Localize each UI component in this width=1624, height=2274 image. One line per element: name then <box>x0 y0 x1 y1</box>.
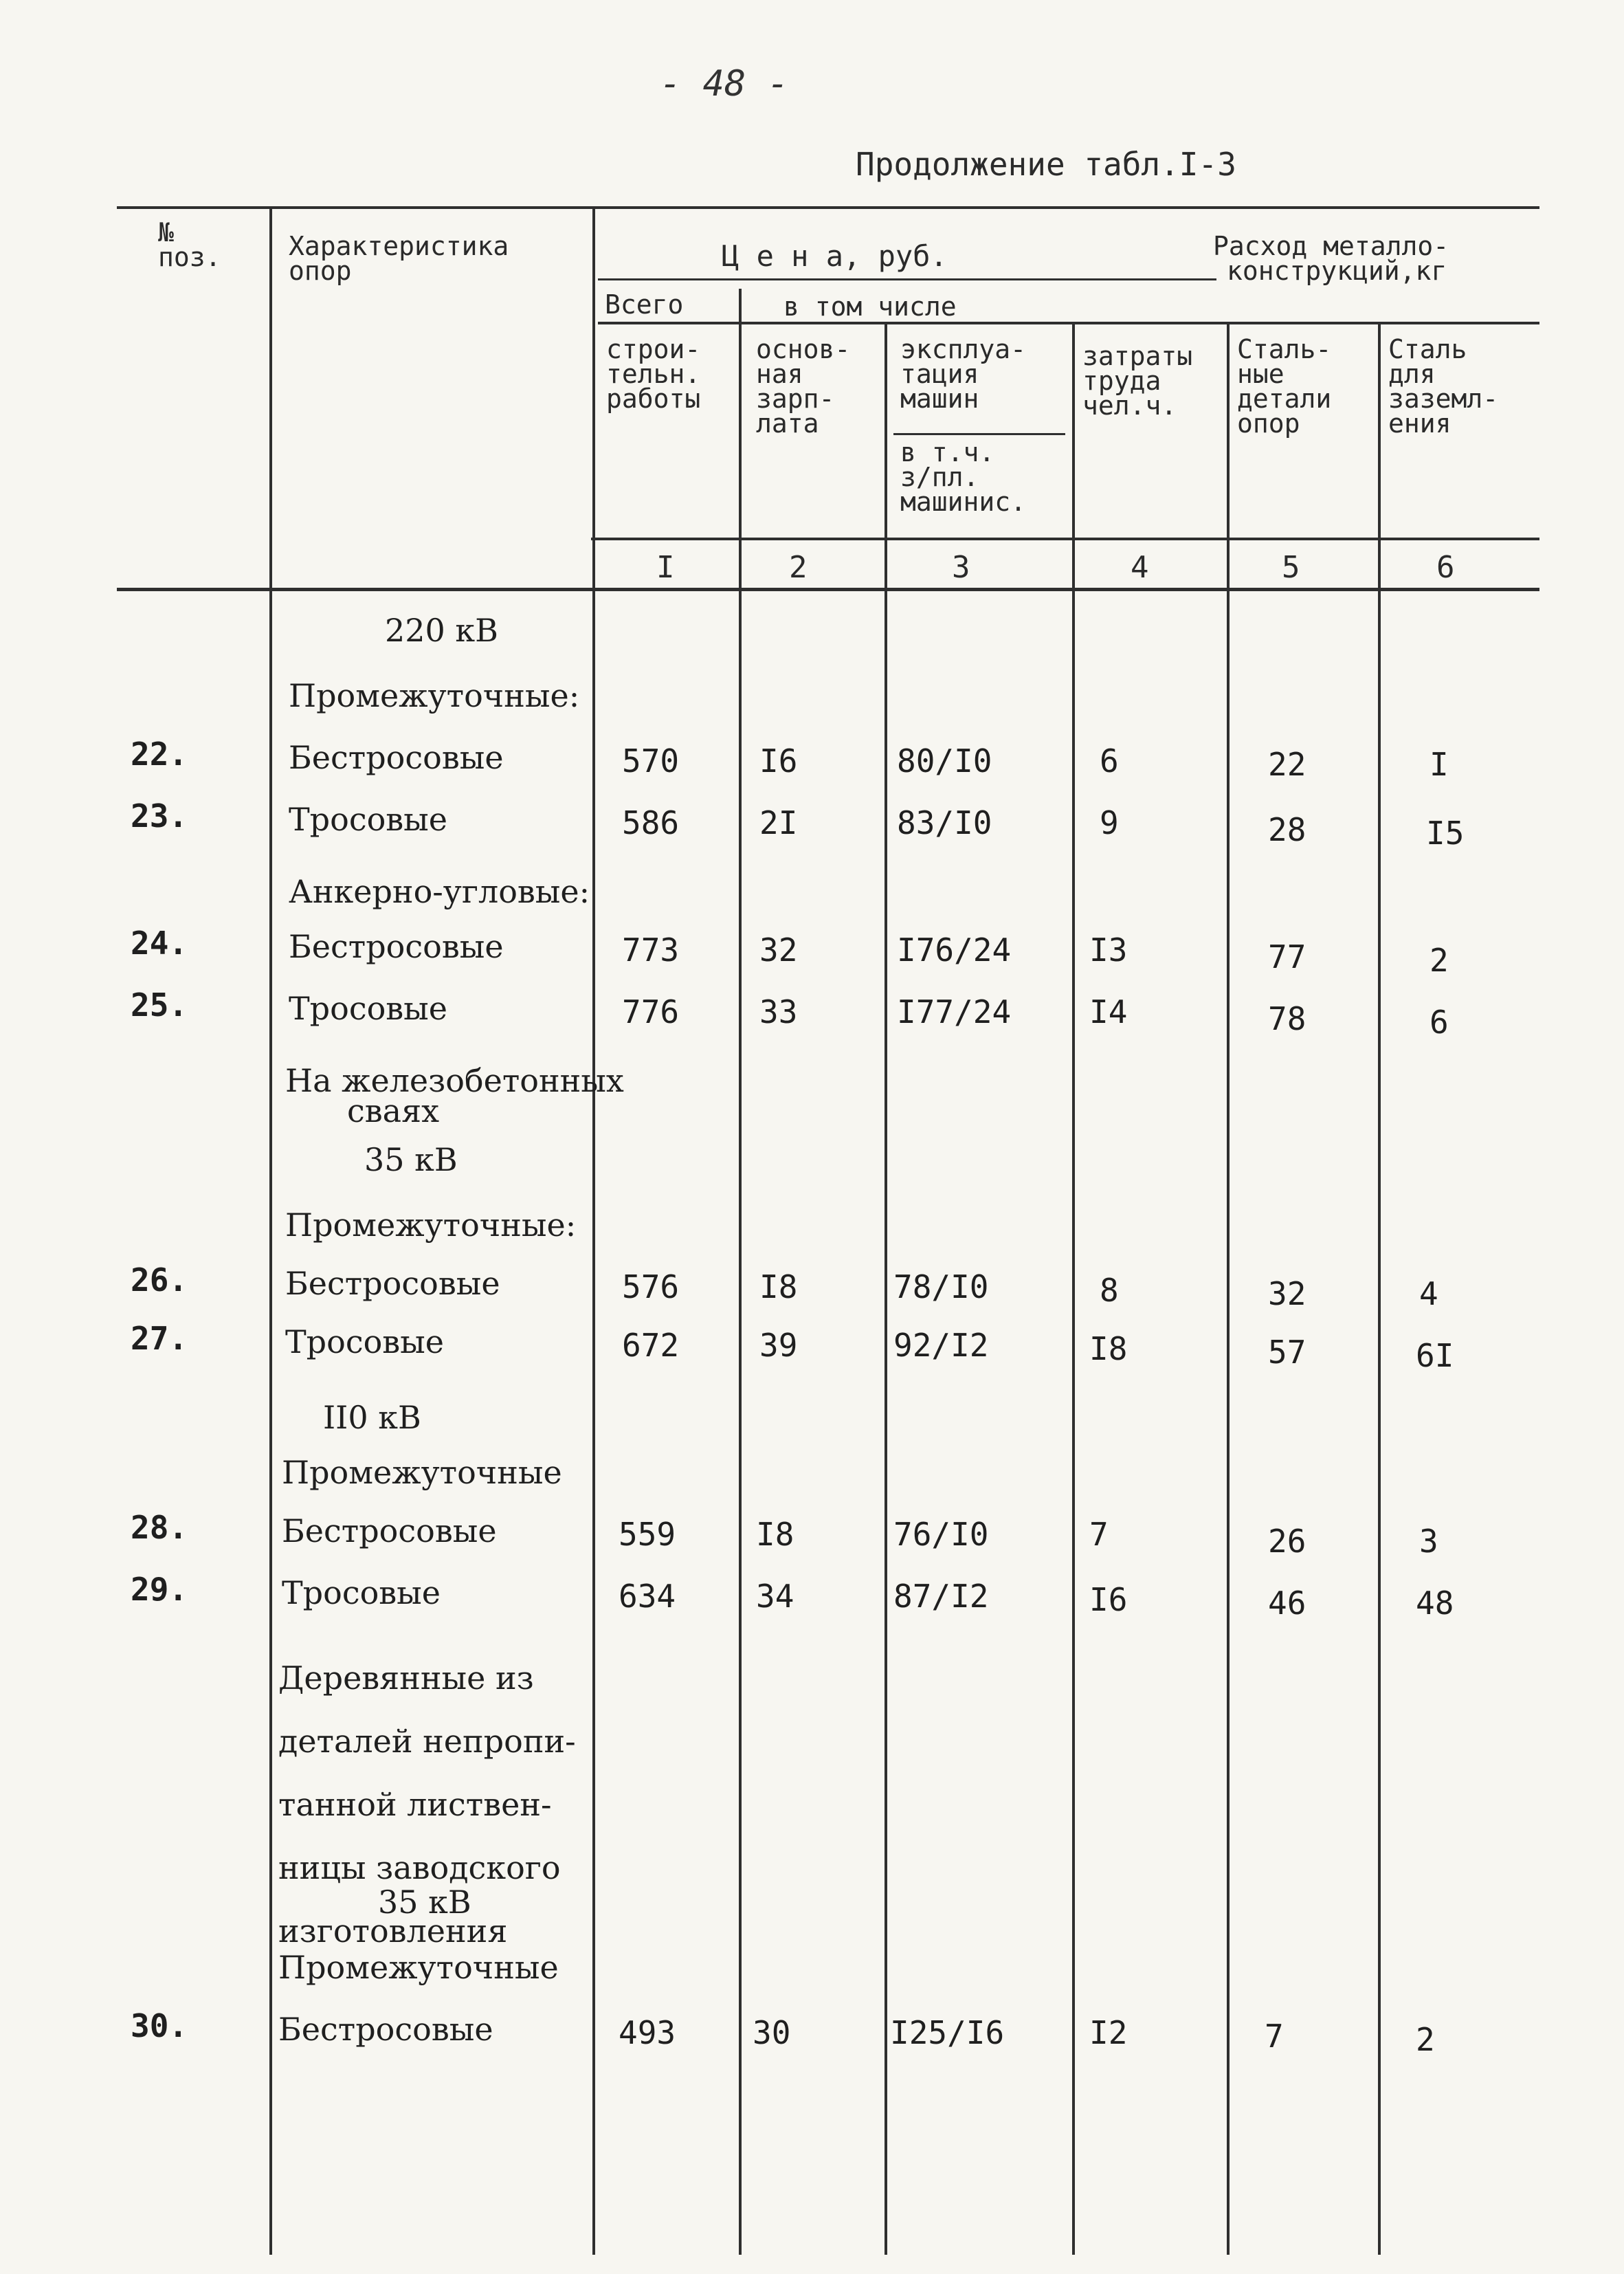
header-total: строи- тельн. работы <box>606 334 701 414</box>
row-c3: I77/24 <box>897 993 1012 1030</box>
row-c3: 87/I2 <box>893 1578 989 1615</box>
header-machines-sub: в т.ч. з/пл. машинис. <box>900 437 1027 517</box>
row-c4: 8 <box>1100 1272 1119 1309</box>
row-pos: 23. <box>131 797 188 835</box>
header-pos: № поз. <box>158 217 221 272</box>
row-c5: 78 <box>1268 1000 1306 1037</box>
row-pos: 24. <box>131 925 188 962</box>
section-anchor-angle: Анкерно-угловые: <box>289 873 590 910</box>
row-pos: 22. <box>131 736 188 773</box>
row-c3: 83/I0 <box>897 804 992 841</box>
row-c4: I3 <box>1089 931 1128 969</box>
row-c6: 2 <box>1430 942 1449 979</box>
row-c4: 6 <box>1100 742 1119 780</box>
row-name: Тросовые <box>285 1323 445 1360</box>
section-110kv: II0 кВ <box>323 1399 421 1436</box>
colnum-4: 4 <box>1131 550 1149 585</box>
row-c1: 570 <box>622 742 680 780</box>
row-c5: 22 <box>1268 746 1306 783</box>
row-c4: I6 <box>1089 1581 1128 1618</box>
row-c1: 576 <box>622 1268 680 1305</box>
row-c4: I2 <box>1089 2014 1128 2051</box>
row-pos: 30. <box>131 2007 188 2044</box>
section-35kv-2: 35 кВ <box>378 1884 471 1921</box>
table-top-border <box>117 206 1539 209</box>
col-border-0 <box>269 206 272 2255</box>
section-35kv-1: 35 кВ <box>364 1141 458 1178</box>
row-c5: 26 <box>1268 1523 1306 1560</box>
header-incl: в том числе <box>783 291 957 322</box>
col-border-2 <box>739 289 742 2255</box>
col-border-3 <box>885 323 887 2255</box>
header-steel-ground: Сталь для заземл- ения <box>1388 334 1499 439</box>
colnum-6: 6 <box>1436 550 1455 585</box>
row-c2: 32 <box>759 931 798 969</box>
row-pos: 25. <box>131 986 188 1024</box>
row-c5: 57 <box>1268 1334 1306 1371</box>
colnum-bottom-rule <box>117 588 1539 591</box>
row-pos: 27. <box>131 1320 188 1357</box>
row-name: Тросовые <box>282 1574 441 1611</box>
row-c3: 80/I0 <box>897 742 992 780</box>
header-characteristic: Характеристика опор <box>289 231 509 286</box>
row-c1: 559 <box>619 1516 676 1553</box>
row-name: Тросовые <box>289 801 448 838</box>
header-total-top: Всего <box>605 289 684 320</box>
section-intermediate-1: Промежуточные: <box>289 677 580 714</box>
row-name: Бестросовые <box>282 1512 497 1549</box>
row-c2: 33 <box>759 993 798 1030</box>
col-border-6 <box>1378 323 1381 2255</box>
row-name: Бестросовые <box>289 928 504 965</box>
row-c5: 46 <box>1268 1585 1306 1622</box>
row-c2: I8 <box>759 1268 798 1305</box>
row-c1: 672 <box>622 1327 680 1364</box>
row-c4: I8 <box>1089 1330 1128 1367</box>
header-metal: Расход металло- конструкций,кг <box>1213 231 1449 286</box>
row-c5: 7 <box>1265 2018 1284 2055</box>
row-c4: 7 <box>1089 1516 1109 1553</box>
row-c2: 39 <box>759 1327 798 1364</box>
col-border-1 <box>592 206 595 2255</box>
row-c1: 586 <box>622 804 680 841</box>
row-c2: 2I <box>759 804 798 841</box>
header-bottom-rule <box>591 538 1539 540</box>
row-c3: 92/I2 <box>893 1327 989 1364</box>
col-border-4 <box>1072 323 1075 2255</box>
header-steel-parts: Сталь- ные детали опор <box>1237 334 1332 439</box>
row-c6: 6I <box>1416 1337 1454 1374</box>
header-price: Ц е н а, руб. <box>722 239 948 273</box>
row-name: Бестросовые <box>289 739 504 776</box>
row-c6: 6 <box>1430 1004 1449 1041</box>
row-c6: I <box>1430 746 1449 783</box>
colnum-1: I <box>656 550 675 585</box>
section-intermediate-3: Промежуточные <box>282 1454 562 1491</box>
row-c1: 634 <box>619 1578 676 1615</box>
row-pos: 28. <box>131 1509 188 1546</box>
row-c3: 76/I0 <box>893 1516 989 1553</box>
row-c4: I4 <box>1089 993 1128 1030</box>
row-c3: 78/I0 <box>893 1268 989 1305</box>
col-border-5 <box>1227 323 1230 2255</box>
table-caption: Продолжение табл.I-3 <box>856 146 1236 183</box>
section-220kv: 220 кВ <box>385 612 498 649</box>
page-number: - 48 - <box>660 63 789 104</box>
row-pos: 26. <box>131 1261 188 1299</box>
row-c5: 28 <box>1268 811 1306 848</box>
row-c5: 32 <box>1268 1275 1306 1312</box>
section-intermediate-2: Промежуточные: <box>285 1206 577 1244</box>
row-c6: 3 <box>1419 1523 1438 1560</box>
row-c3: I25/I6 <box>890 2014 1005 2051</box>
row-c1: 776 <box>622 993 680 1030</box>
header-labor: затраты труда чел.ч. <box>1082 341 1193 421</box>
row-c6: 4 <box>1419 1275 1438 1312</box>
section-wooden: Деревянные из деталей непропи- танной листвен- ницы заводского изготовления <box>278 1659 576 1950</box>
row-name: Бестросовые <box>285 1265 500 1302</box>
machines-sub-rule <box>893 433 1065 435</box>
row-c2: 30 <box>753 2014 791 2051</box>
row-c6: 48 <box>1416 1585 1454 1622</box>
colnum-5: 5 <box>1282 550 1300 585</box>
row-c1: 493 <box>619 2014 676 2051</box>
header-machines: эксплуа- тация машин <box>900 334 1027 414</box>
row-pos: 29. <box>131 1571 188 1608</box>
row-c6: 2 <box>1416 2021 1435 2058</box>
row-c5: 77 <box>1268 938 1306 975</box>
row-name: Бестросовые <box>278 2011 493 2048</box>
section-rc-piles: На железобетонных сваях <box>285 1062 624 1129</box>
header-salary: основ- ная зарп- лата <box>756 334 851 439</box>
price-header-rule <box>598 278 1216 280</box>
colnum-3: 3 <box>952 550 970 585</box>
section-intermediate-4: Промежуточные <box>278 1949 559 1986</box>
row-name: Тросовые <box>289 990 448 1027</box>
row-c1: 773 <box>622 931 680 969</box>
row-c3: I76/24 <box>897 931 1012 969</box>
row-c2: 34 <box>756 1578 794 1615</box>
colnum-2: 2 <box>789 550 808 585</box>
row-c2: I8 <box>756 1516 794 1553</box>
row-c6: I5 <box>1426 815 1465 852</box>
row-c4: 9 <box>1100 804 1119 841</box>
row-c2: I6 <box>759 742 798 780</box>
